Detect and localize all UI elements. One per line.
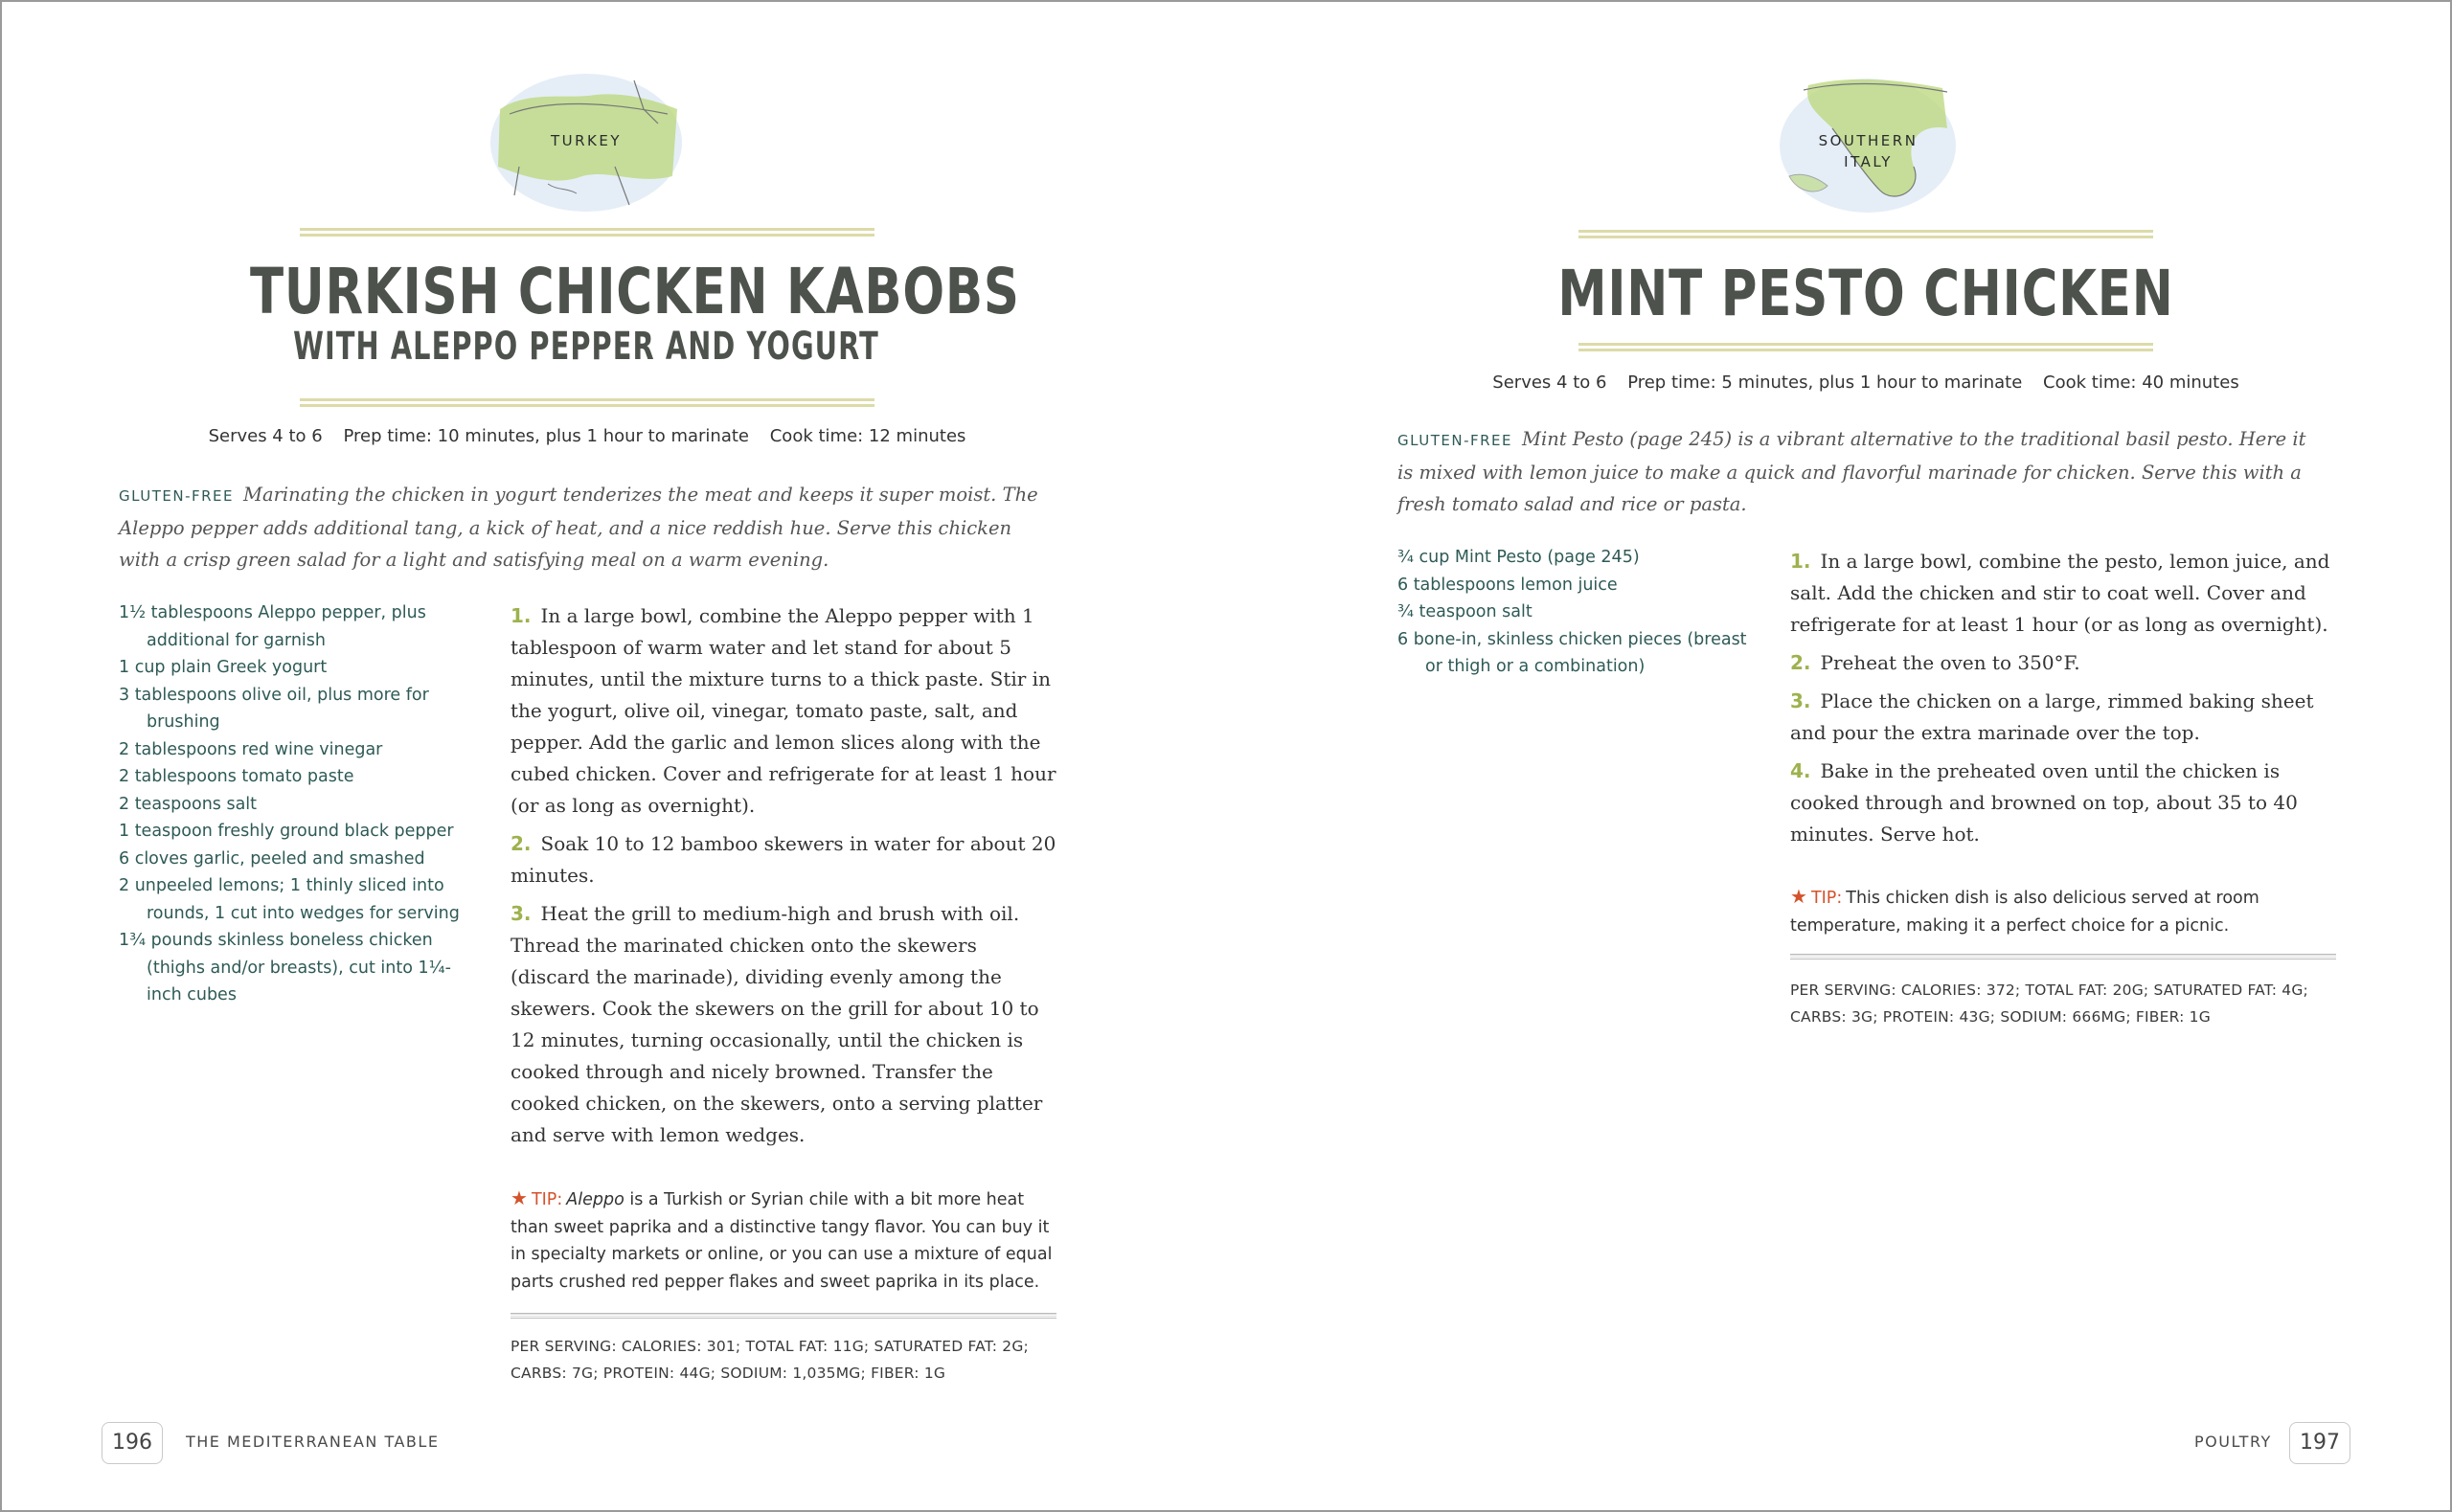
intro-text: Marinating the chicken in yogurt tenderizes the meat and keeps it super moist. The Aleppo pepper adds additional tang, a kick of heat, and a nice reddish hue. Serve this chicken with a crisp green salad for a light and satisfying meal on a warm evening.	[119, 484, 1038, 571]
recipe-title	[1435, 257, 2297, 330]
page-number: 197	[2289, 1422, 2350, 1464]
left-page	[2, 2, 1227, 1510]
method-steps	[511, 600, 1061, 1158]
cook-time: Cook time: 40 minutes	[2043, 372, 2239, 393]
serves: Serves 4 to 6	[1492, 372, 1607, 393]
turkey-map-illustration	[490, 71, 682, 214]
step-number: 3.	[1790, 689, 1811, 712]
intro-text: Mint Pesto (page 245) is a vibrant alternative to the traditional basil pesto. Here it is mixed with lemon juice to make a quick and flavorful marinade for chicken. Serve this with a fresh tomato salad and rice or pasta.	[1397, 428, 2306, 515]
step-number: 2.	[1790, 651, 1811, 674]
tip-box	[1790, 883, 2336, 939]
ingredient-item: 6 bone-in, skinless chicken pieces (breast or thigh or a combination)	[1397, 629, 1747, 676]
running-head: POULTRY	[2194, 1433, 2272, 1451]
ingredient-item: ¾ teaspoon salt	[1397, 602, 1532, 621]
step-number: 1.	[511, 604, 532, 627]
step-item	[1790, 756, 2336, 850]
ingredient-item: 2 teaspoons salt	[119, 794, 258, 814]
step-text: Heat the grill to medium-high and brush with oil. Thread the marinated chicken onto the skewers (discard the marinade), dividing evenly among the skewers. Cook the skewers on the grill for about 10 to 12 minutes, turning occasionally, until the chicken is cooked through and nicely browned. Transfer the cooked chicken, on the skewers, onto a serving platter and serve with lemon wedges.	[511, 902, 1043, 1146]
tip-box	[511, 1185, 1061, 1296]
ingredient-item: 6 cloves garlic, peeled and smashed	[119, 848, 425, 869]
gluten-free-label: GLUTEN-FREE	[119, 487, 234, 505]
ingredient-item: 1 teaspoon freshly ground black pepper	[119, 822, 454, 841]
title-main: MINT PESTO CHICKEN	[1557, 257, 2174, 330]
step-text: In a large bowl, combine the Aleppo pepper with 1 tablespoon of warm water and let stand for about 5 minutes, until the mixture turns to a thick paste. Stir in the yogurt, olive oil, vinegar, tomato paste, salt, and pepper. Add the garlic and lemon slices along with the cubed chicken. Cover and refrigerate for at least 1 hour (or as long as overnight).	[511, 604, 1056, 817]
title-main: TURKISH CHICKEN KABOBS	[250, 255, 1020, 328]
map-label: SOUTHERN ITALY	[1818, 132, 1918, 170]
ingredient-item: 2 tablespoons tomato paste	[119, 767, 354, 786]
southern-italy-map-illustration	[1780, 71, 1957, 214]
ingredient-item: 1¾ pounds skinless boneless chicken (thighs and/or breasts), cut into 1¼-inch cubes	[119, 931, 451, 1004]
step-number: 2.	[511, 832, 532, 855]
step-item	[511, 828, 1061, 891]
step-number: 4.	[1790, 759, 1811, 782]
recipe-intro	[1397, 423, 2317, 520]
recipe-meta	[2, 426, 1172, 446]
step-item	[1790, 647, 2336, 679]
recipe-meta	[1227, 372, 2452, 393]
ingredient-item: 3 tablespoons olive oil, plus more for brushing	[119, 685, 429, 732]
ingredient-item: 1½ tablespoons Aleppo pepper, plus additional for garnish	[119, 603, 426, 650]
tip-emphasis: Aleppo	[566, 1190, 624, 1209]
step-number: 3.	[511, 902, 532, 925]
prep-time: Prep time: 5 minutes, plus 1 hour to marinate	[1627, 372, 2023, 393]
title-rule-top	[1578, 230, 2153, 238]
recipe-intro	[119, 479, 1048, 575]
tip-text: is a Turkish or Syrian chile with a bit more heat than sweet paprika and a distinctive tangy flavor. You can buy it in specialty markets or online, or you can use a mixture of equal parts crushed red pepper flakes and sweet paprika in its place.	[511, 1190, 1053, 1292]
step-number: 1.	[1790, 550, 1811, 573]
ingredient-item: 2 tablespoons red wine vinegar	[119, 739, 383, 759]
cook-time: Cook time: 12 minutes	[769, 426, 966, 446]
step-text: Preheat the oven to 350°F.	[1820, 651, 2080, 674]
title-rule-bottom	[300, 398, 874, 407]
ingredient-list	[119, 599, 475, 1009]
step-item	[511, 600, 1061, 822]
nutrition-divider	[1790, 954, 2336, 959]
step-text: Bake in the preheated oven until the chicken is cooked through and browned on top, about 35 to 40 minutes. Serve hot.	[1790, 759, 2298, 846]
tip-label: TIP:	[531, 1190, 563, 1209]
step-item	[511, 898, 1061, 1151]
ingredient-item: 1 cup plain Greek yogurt	[119, 658, 328, 677]
nutrition-info: PER SERVING: CALORIES: 301; TOTAL FAT: 11G; SATURATED FAT: 2G; CARBS: 7G; PROTEIN: 44G; SODIUM: 1,035MG; FIBER: 1G	[511, 1338, 1029, 1382]
ingredient-list	[1397, 544, 1752, 681]
gluten-free-label: GLUTEN-FREE	[1397, 432, 1512, 449]
serves: Serves 4 to 6	[208, 426, 323, 446]
page-number: 196	[102, 1422, 163, 1464]
recipe-title	[155, 255, 1020, 369]
step-text: Place the chicken on a large, rimmed baking sheet and pour the extra marinade over the top.	[1790, 689, 2314, 744]
running-head: THE MEDITERRANEAN TABLE	[186, 1433, 440, 1451]
ingredient-item: 6 tablespoons lemon juice	[1397, 575, 1618, 595]
title-rule-top	[300, 228, 874, 237]
tip-text: This chicken dish is also delicious served at room temperature, making it a perfect choice for a picnic.	[1790, 889, 2259, 936]
star-icon: ★	[1790, 885, 1807, 908]
title-rule-bottom	[1578, 343, 2153, 351]
map-label: TURKEY	[550, 132, 623, 149]
prep-time: Prep time: 10 minutes, plus 1 hour to marinate	[343, 426, 749, 446]
step-item	[1790, 546, 2336, 641]
title-subtitle: WITH ALEPPO PEPPER AND YOGURT	[293, 325, 879, 369]
ingredient-item: 2 unpeeled lemons; 1 thinly sliced into rounds, 1 cut into wedges for serving	[119, 876, 460, 923]
star-icon: ★	[511, 1186, 528, 1209]
step-item	[1790, 686, 2336, 749]
step-text: Soak 10 to 12 bamboo skewers in water for about 20 minutes.	[511, 832, 1056, 887]
ingredient-item: ¾ cup Mint Pesto (page 245)	[1397, 548, 1640, 567]
step-text: In a large bowl, combine the pesto, lemon juice, and salt. Add the chicken and stir to coat well. Cover and refrigerate for at least 1 hour (or as long as overnight).	[1790, 550, 2330, 636]
nutrition-divider	[511, 1313, 1056, 1319]
method-steps	[1790, 546, 2336, 857]
tip-label: TIP:	[1810, 889, 1843, 908]
right-page	[1227, 2, 2450, 1510]
nutrition-info: PER SERVING: CALORIES: 372; TOTAL FAT: 20G; SATURATED FAT: 4G; CARBS: 3G; PROTEIN: 43G; SODIUM: 666MG; FIBER: 1G	[1790, 982, 2308, 1026]
